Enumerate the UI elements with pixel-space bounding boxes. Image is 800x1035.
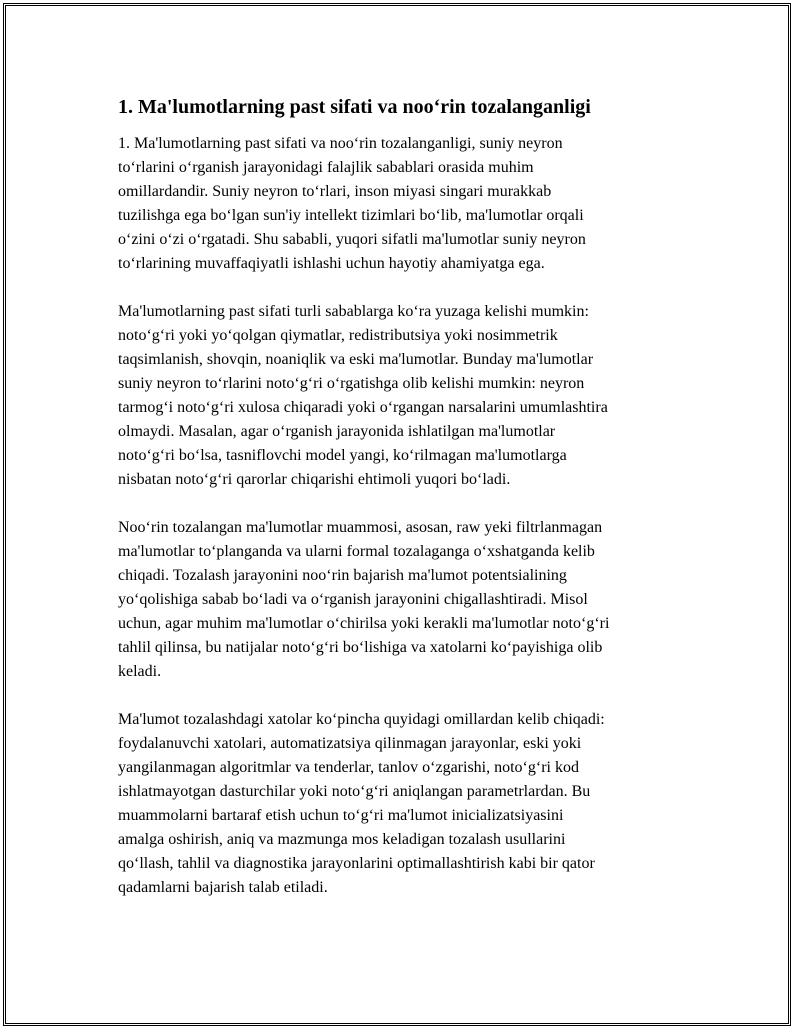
paragraph-line: qo‘llash, tahlil va diagnostika jarayonlarini optimallashtirish kabi bir qator bbox=[118, 855, 595, 872]
paragraph-line: ishlatmayotgan dasturchilar yoki noto‘g‘ri aniqlangan parametrlardan. Bu bbox=[118, 783, 591, 800]
paragraph-line: Ma'lumotlarning past sifati turli sabablarga ko‘ra yuzaga kelishi mumkin: bbox=[118, 303, 589, 320]
paragraph-line: to‘rlarining muvaffaqiyatli ishlashi uchun hayotiy ahamiyatga ega. bbox=[118, 255, 545, 272]
paragraph-line: o‘zini o‘zi o‘rgatadi. Shu sababli, yuqori sifatli ma'lumotlar suniy neyron bbox=[118, 231, 586, 248]
paragraph-line: omillardandir. Suniy neyron to‘rlari, inson miyasi singari murakkab bbox=[118, 183, 552, 200]
paragraph-line: nisbatan noto‘g‘ri qarorlar chiqarishi ehtimoli yuqori bo‘ladi. bbox=[118, 471, 511, 488]
paragraph-line: yangilanmagan algoritmlar va tenderlar, tanlov o‘zgarishi, noto‘g‘ri kod bbox=[118, 759, 579, 776]
paragraph-list bbox=[118, 132, 698, 900]
paragraph-line: tahlil qilinsa, bu natijalar noto‘g‘ri bo‘lishiga va xatolarni ko‘payishiga olib bbox=[118, 639, 603, 656]
paragraph-line: tarmog‘i noto‘g‘ri xulosa chiqaradi yoki o‘rgangan narsalarini umumlashtira bbox=[118, 399, 608, 416]
paragraph-line: taqsimlanish, shovqin, noaniqlik va eski ma'lumotlar. Bunday ma'lumotlar bbox=[118, 351, 594, 368]
paragraph bbox=[118, 132, 698, 276]
paragraph-line: Ma'lumot tozalashdagi xatolar ko‘pincha quyidagi omillardan kelib chiqadi: bbox=[118, 711, 605, 728]
document-body bbox=[118, 94, 698, 924]
paragraph-line: noto‘g‘ri bo‘lsa, tasniflovchi model yangi, ko‘rilmagan ma'lumotlarga bbox=[118, 447, 567, 464]
paragraph-line: Noo‘rin tozalangan ma'lumotlar muammosi, asosan, raw yeki filtrlanmagan bbox=[118, 519, 603, 536]
paragraph-line: yo‘qolishiga sabab bo‘ladi va o‘rganish jarayonini chigallashtiradi. Misol bbox=[118, 591, 588, 608]
paragraph-line: suniy neyron to‘rlarini noto‘g‘ri o‘rgatishga olib kelishi mumkin: neyron bbox=[118, 375, 585, 392]
paragraph-line: uchun, agar muhim ma'lumotlar o‘chirilsa yoki kerakli ma'lumotlar noto‘g‘ri bbox=[118, 615, 610, 632]
paragraph-line: tuzilishga ega bo‘lgan sun'iy intellekt tizimlari bo‘lib, ma'lumotlar orqali bbox=[118, 207, 584, 224]
paragraph-line: foydalanuvchi xatolari, automatizatsiya qilinmagan jarayonlar, eski yoki bbox=[118, 735, 582, 752]
paragraph-line: chiqadi. Tozalash jarayonini noo‘rin bajarish ma'lumot potentsialining bbox=[118, 567, 567, 584]
paragraph-line: noto‘g‘ri yoki yo‘qolgan qiymatlar, redistributsiya yoki nosimmetrik bbox=[118, 327, 558, 344]
paragraph-line: keladi. bbox=[118, 663, 162, 680]
paragraph-line: ma'lumotlar to‘planganda va ularni formal tozalaganga o‘xshatganda kelib bbox=[118, 543, 595, 560]
paragraph-line: amalga oshirish, aniq va mazmunga mos keladigan tozalash usullarini bbox=[118, 831, 566, 848]
document-title: 1. Ma'lumotlarning past sifati va noo‘rin tozalanganligi bbox=[118, 96, 591, 118]
paragraph-line: muammolarni bartaraf etish uchun to‘g‘ri ma'lumot inicializatsiyasini bbox=[118, 807, 564, 824]
paragraph-line: to‘rlarini o‘rganish jarayonidagi falajlik sabablari orasida muhim bbox=[118, 159, 534, 176]
paragraph bbox=[118, 516, 698, 684]
paragraph-line: qadamlarni bajarish talab etiladi. bbox=[118, 879, 328, 896]
paragraph bbox=[118, 300, 698, 492]
paragraph-line: olmaydi. Masalan, agar o‘rganish jarayonida ishlatilgan ma'lumotlar bbox=[118, 423, 556, 440]
paragraph-line: 1. Ma'lumotlarning past sifati va noo‘rin tozalanganligi, suniy neyron bbox=[118, 135, 563, 152]
paragraph bbox=[118, 708, 698, 900]
